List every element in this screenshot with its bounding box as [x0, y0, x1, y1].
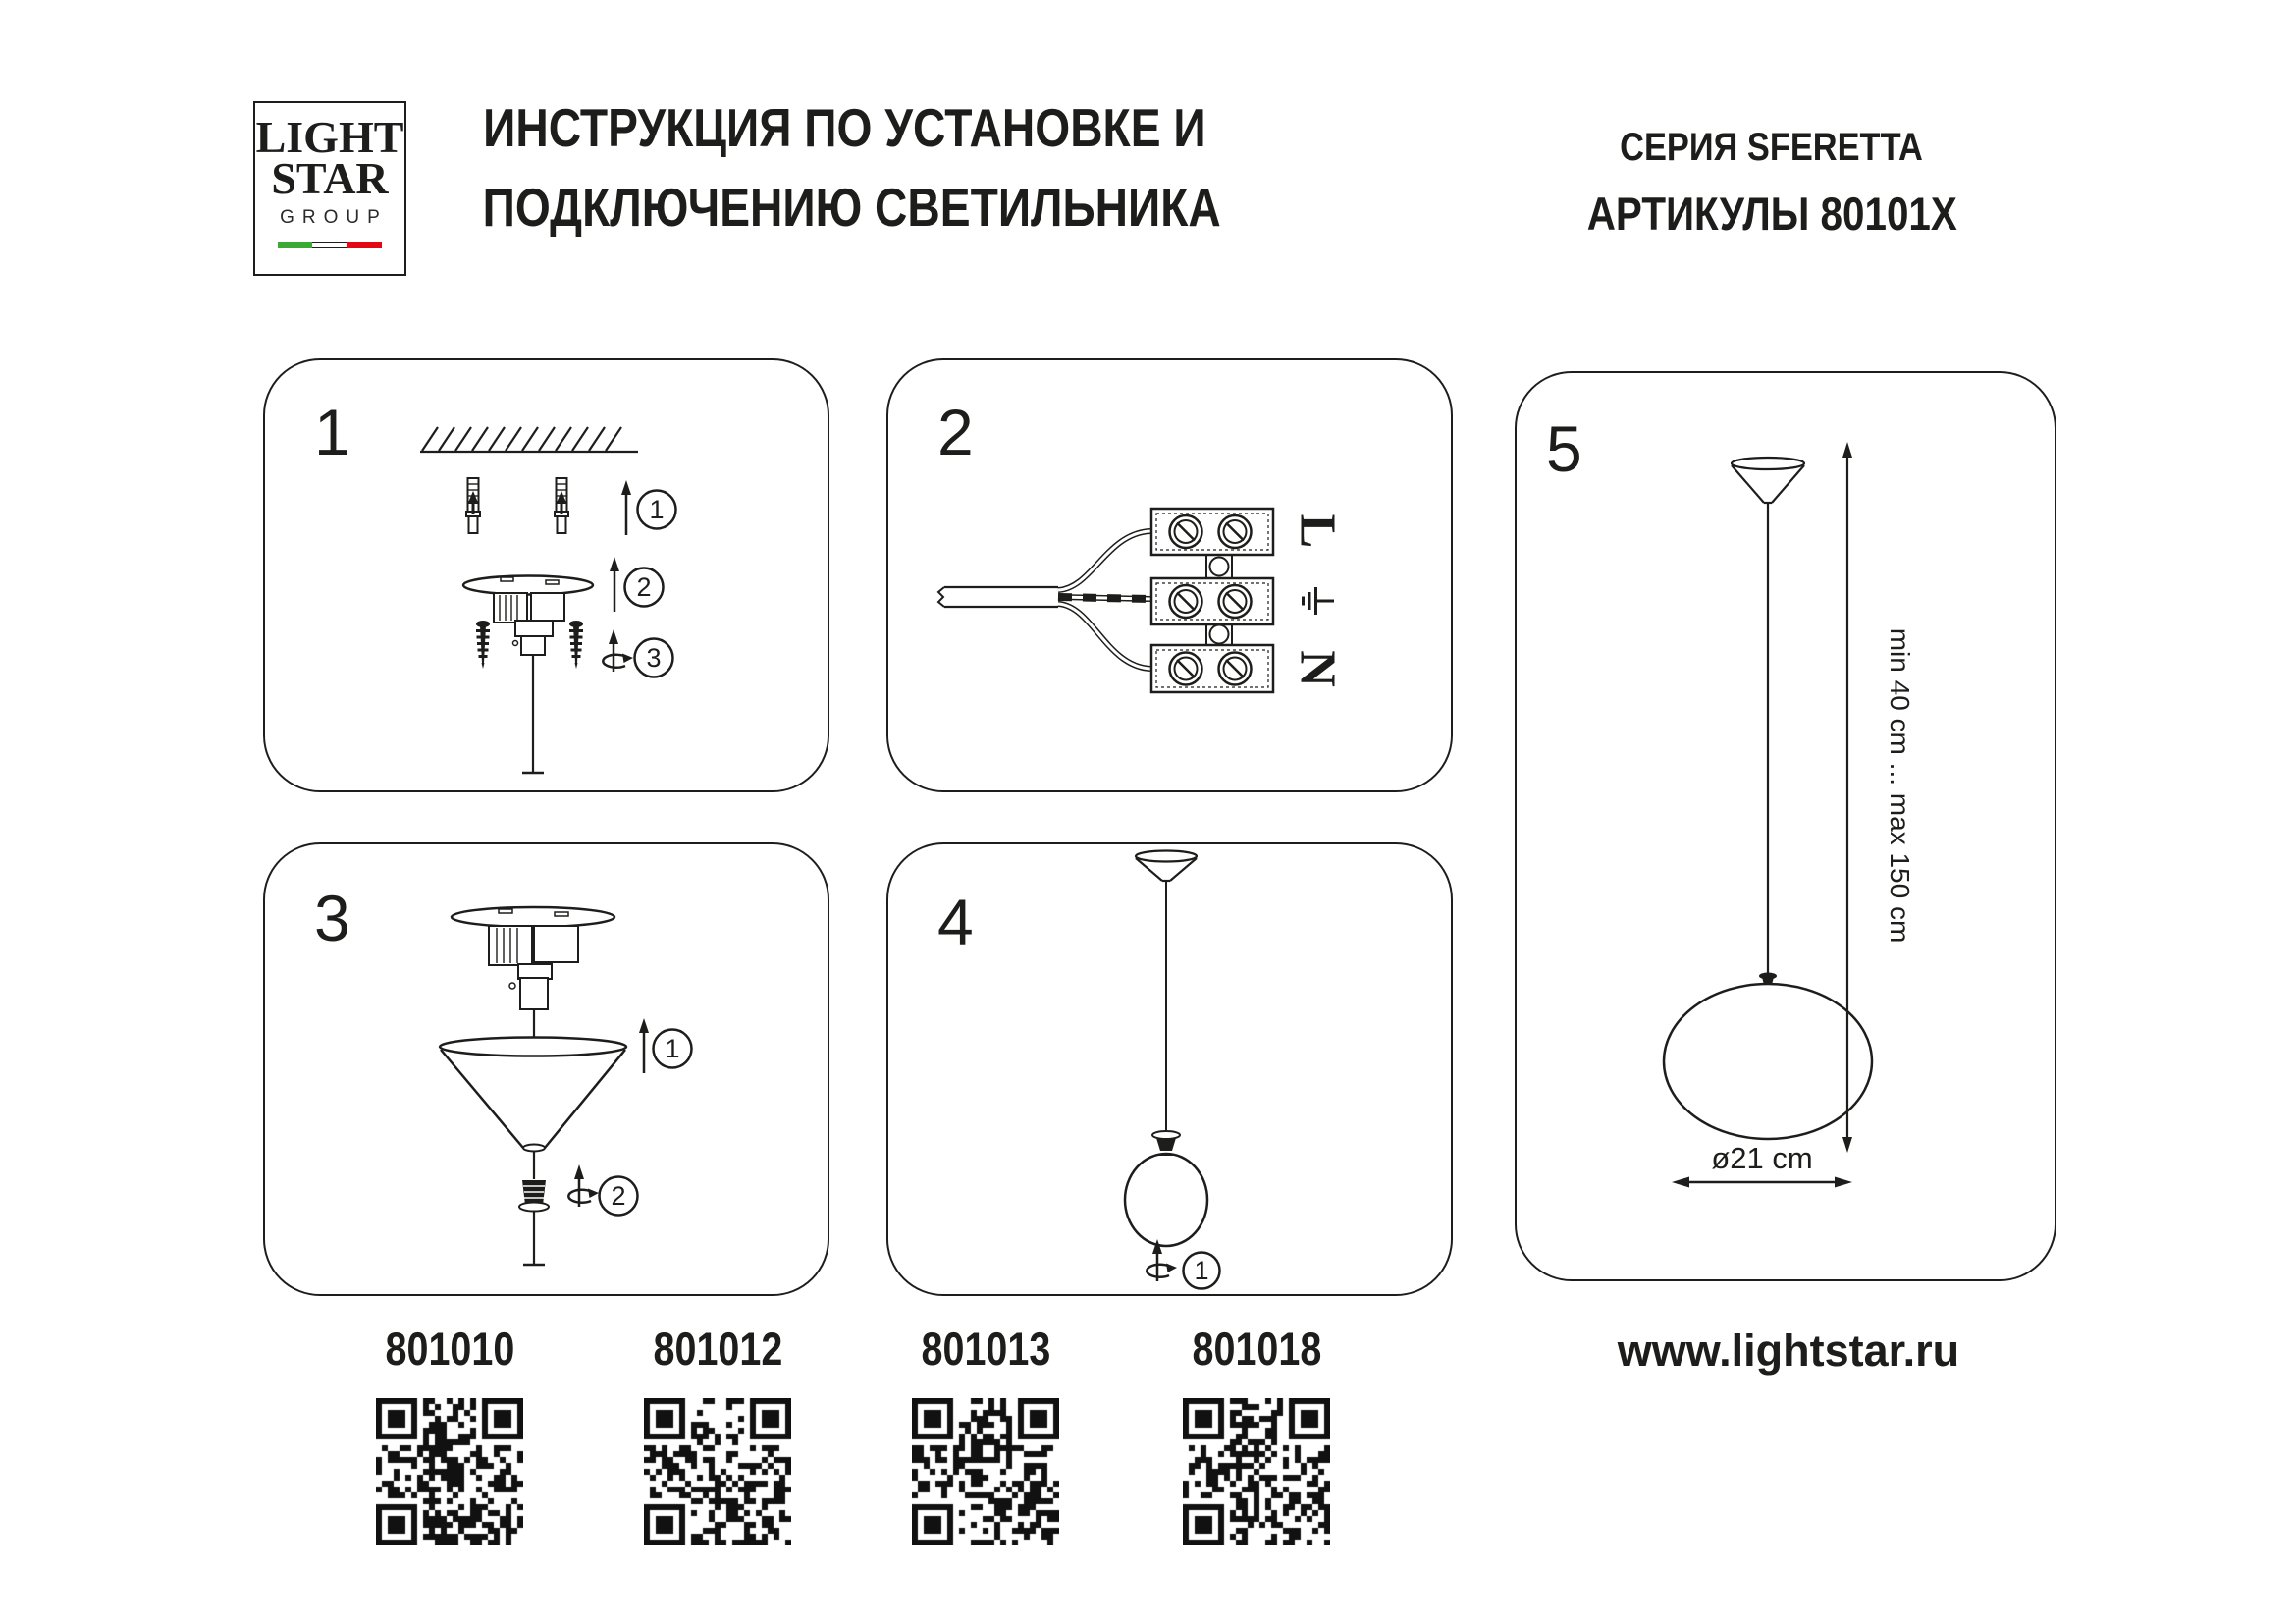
panel-5-diagram [1517, 373, 2054, 1278]
diameter-dimension [1672, 1141, 1852, 1188]
wall-plug-right [555, 478, 568, 533]
step-number: 2 [636, 572, 652, 602]
up-arrow-icon [621, 480, 631, 535]
step-marker-2 [610, 557, 664, 612]
panel-3-shade [263, 842, 829, 1296]
ground-symbol-icon [1304, 587, 1335, 615]
article-code-text: 801010 [385, 1323, 514, 1375]
step-number: 3 [646, 643, 662, 673]
panel-4-diagram [888, 844, 1450, 1293]
cord-grip [519, 1151, 549, 1265]
qr-code [376, 1398, 523, 1545]
cone-shade [440, 1038, 626, 1152]
step-marker-2 [568, 1164, 637, 1216]
rotate-arrow-icon [568, 1164, 599, 1207]
label-line-l: L [1289, 514, 1346, 549]
article-code [878, 1322, 1094, 1376]
panel-number: 1 [314, 396, 350, 468]
wires [1058, 531, 1150, 669]
step-marker-3 [603, 629, 672, 677]
ceiling-hatch [420, 427, 638, 452]
panel-1-mounting [263, 358, 829, 792]
pendant-assembly [1125, 851, 1207, 1247]
label-neutral-n: N [1289, 650, 1346, 687]
pendant-lamp [1664, 458, 1872, 1139]
panel-number: 3 [314, 882, 350, 954]
step-number: 1 [665, 1034, 680, 1063]
terminal-row-n [1151, 645, 1273, 692]
screw-left [476, 621, 490, 669]
qr-code [1183, 1398, 1330, 1545]
page-title-line2: ПОДКЛЮЧЕНИЮ СВЕТИЛЬНИКА [482, 177, 1221, 238]
rotate-arrow-icon [603, 629, 633, 672]
panel-number: 4 [937, 886, 974, 958]
terminal-row-l [1151, 509, 1273, 555]
lightstar-logo [253, 101, 406, 276]
panel-2-diagram [888, 360, 1450, 789]
italian-flag-icon [278, 242, 382, 248]
diameter-label: ø21 cm [1711, 1141, 1813, 1175]
step-number: 1 [1194, 1256, 1209, 1285]
panel-number: 2 [937, 396, 974, 468]
panel-2-wiring [886, 358, 1453, 792]
panel-5-dimensions [1515, 371, 2056, 1281]
page-title [412, 88, 1276, 247]
articles-title: АРТИКУЛЫ 80101X [1586, 188, 1957, 240]
article-code [342, 1322, 558, 1376]
step-marker-1 [639, 1018, 692, 1073]
flag-red [347, 242, 382, 248]
flag-green [278, 242, 312, 248]
terminal-block [1151, 509, 1273, 692]
panel-1-diagram [265, 360, 827, 789]
up-arrow-icon [639, 1018, 649, 1073]
step-marker-1 [1147, 1239, 1219, 1289]
website-url: www.lightstar.ru [1617, 1326, 1960, 1376]
logo-light: LIGHT [255, 112, 404, 162]
flag-white [312, 242, 347, 248]
wall-plug-left [466, 478, 480, 533]
panel-number: 5 [1546, 412, 1582, 485]
article-code-text: 801012 [653, 1323, 782, 1375]
wire-neutral [1058, 604, 1150, 669]
series-header [1541, 126, 2002, 241]
article-code-text: 801013 [921, 1323, 1050, 1375]
up-arrow-icon [610, 557, 619, 612]
series-title: СЕРИЯ SFERETTA [1620, 126, 1924, 169]
page-title-line1: ИНСТРУКЦИЯ ПО УСТАНОВКЕ И [482, 97, 1206, 158]
article-code-text: 801018 [1192, 1323, 1321, 1375]
screw-right [569, 621, 583, 669]
panel-3-diagram [265, 844, 827, 1293]
qr-code [644, 1398, 791, 1545]
panel-4-globe [886, 842, 1453, 1296]
canopy-bracket [463, 576, 593, 774]
supply-cable [938, 587, 1058, 607]
article-code [610, 1322, 826, 1376]
canopy-bracket [452, 907, 614, 1039]
height-label: min 40 cm ... max 150 cm [1885, 627, 1915, 944]
logo-star: STAR [271, 153, 389, 204]
qr-code [912, 1398, 1059, 1545]
logo-group: GROUP [280, 206, 388, 228]
terminal-row-earth [1151, 578, 1273, 624]
step-number: 2 [611, 1181, 626, 1211]
wire-line [1058, 531, 1150, 590]
step-marker-1 [621, 480, 676, 535]
article-code [1148, 1322, 1364, 1376]
step-number: 1 [649, 495, 665, 524]
